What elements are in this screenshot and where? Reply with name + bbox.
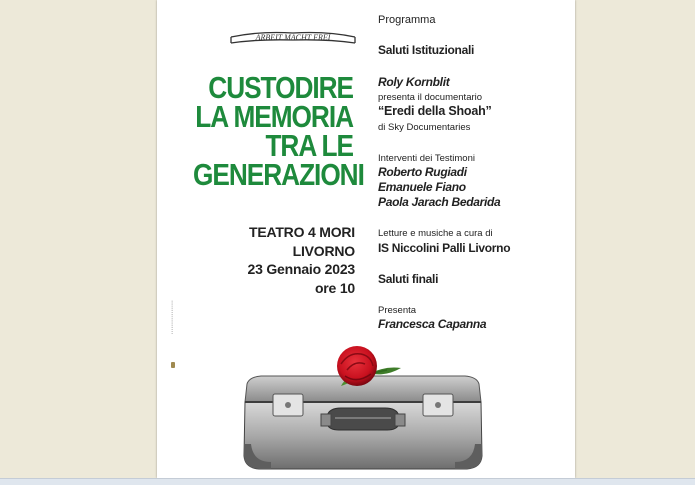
event-city: LIVORNO [292,242,355,259]
documentary-title: “Eredi della Shoah” [378,104,492,118]
print-credit-strip: ▪ ▪ ▪ ▪ ▪ ▪ ▪ ▪ ▪ ▪ ▪ ▪ ▪ ▪ ▪ ▪ ▪ ▪ [170,300,174,334]
event-venue: TEATRO 4 MORI [248,224,355,240]
program-heading: Programma [378,14,436,26]
documentary-source: di Sky Documentaries [378,122,471,133]
host-name: Francesca Capanna [378,317,487,331]
readings-school: IS Niccolini Palli Livorno [378,241,511,255]
gate-sign-image [229,28,357,44]
witness-name: Emanuele Fiano [378,180,466,194]
host-label: Presenta [378,305,417,316]
gate-sign-text: ARBEIT MACHT FREI [255,33,331,42]
title-line: GENERAZIONI [193,158,364,192]
witnesses-label: Interventi dei Testimoni [378,153,475,164]
logo-mark [171,362,175,368]
poster-title [193,71,364,192]
closing-greetings: Saluti finali [378,272,439,286]
title-line: CUSTODIRE [208,71,353,105]
program-greetings: Saluti Istituzionali [378,43,475,57]
title-line: LA MEMORIA [195,100,353,134]
witness-name: Roberto Rugiadi [378,165,467,179]
title-line: TRA LE [265,129,353,163]
documentary-presenter: Roly Kornblit [378,75,450,89]
event-time: ore 10 [314,279,355,296]
readings-label: Letture e musiche a cura di [378,228,493,239]
suitcase-rose-illustration [237,344,489,474]
event-details [197,223,355,297]
event-date: 23 Gennaio 2023 [247,261,355,277]
documentary-intro: presenta il documentario [378,92,483,103]
document-page [157,0,575,478]
witness-name: Paola Jarach Bedarida [378,195,501,209]
